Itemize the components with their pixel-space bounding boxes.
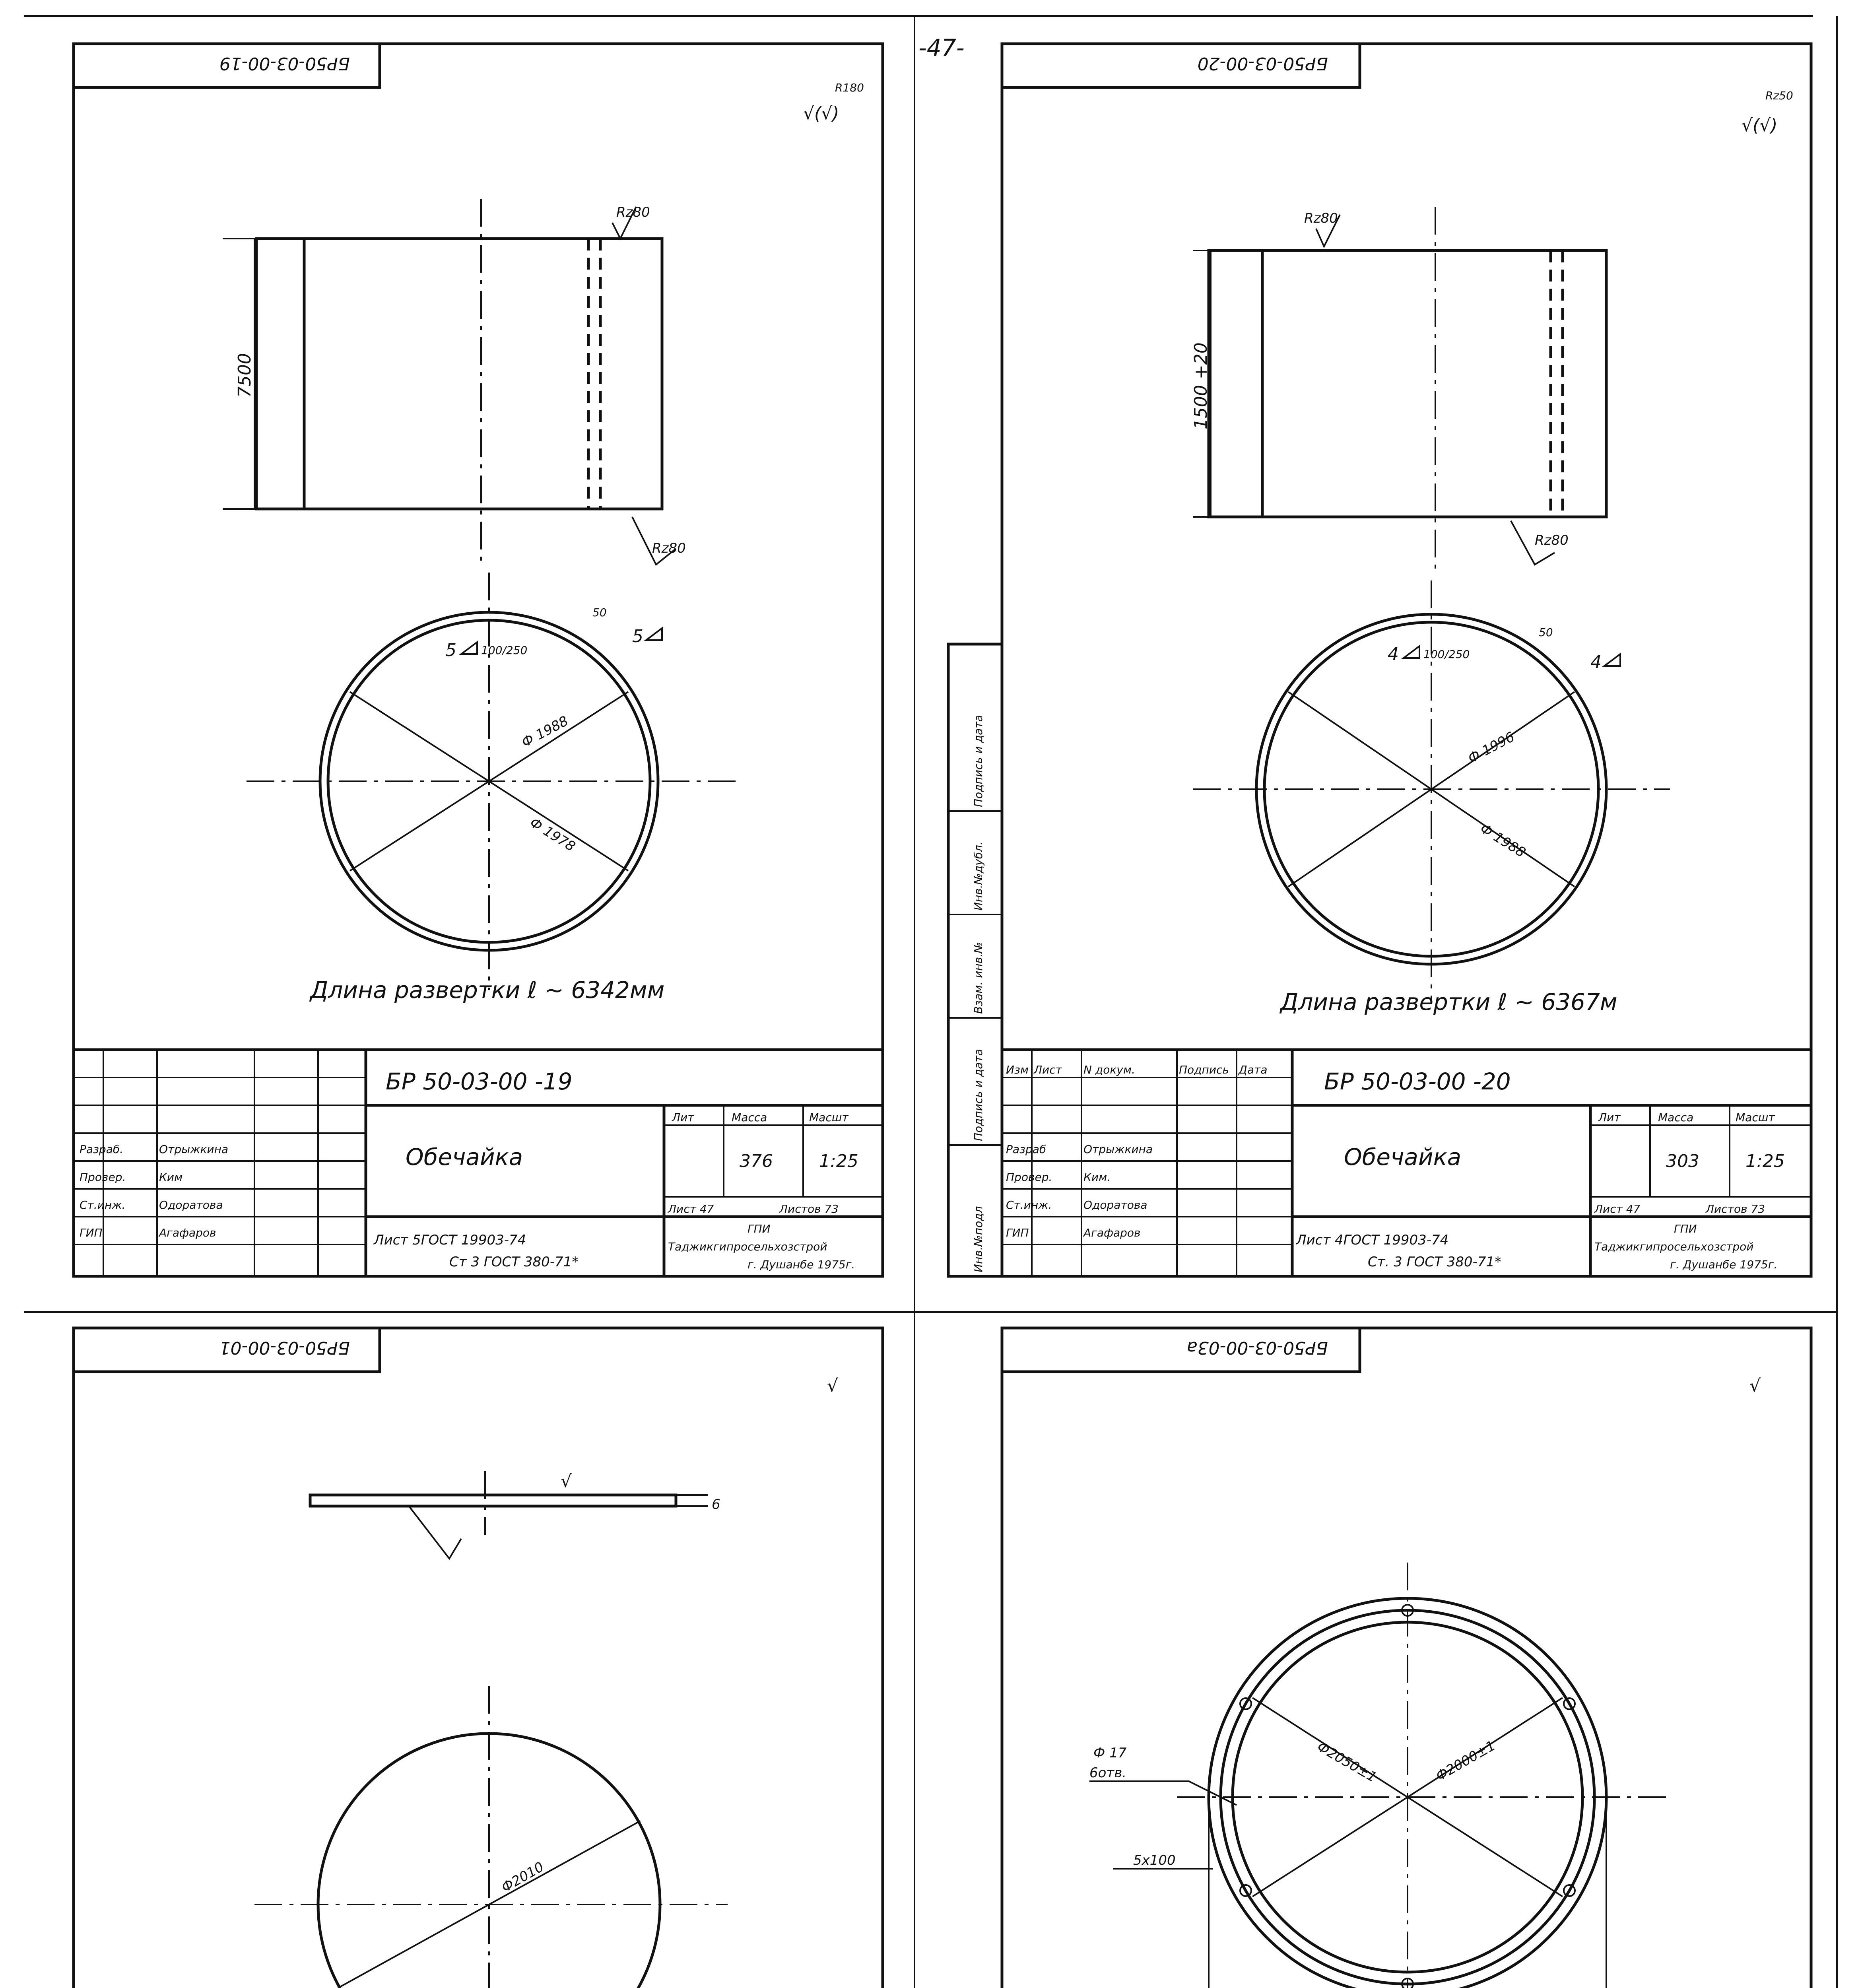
sheet-20-name-2: Ким. (1083, 1171, 1111, 1184)
sheet-19-rough-a: Rz80 (616, 204, 650, 220)
sheet-20-org-1: ГПИ (1674, 1222, 1697, 1235)
sheet-21-dim-diameter: Ф2010 (499, 1859, 547, 1896)
sheet-20-part-name: Обечайка (1344, 1143, 1462, 1171)
sheet-21-dim-thickness: 6 (712, 1497, 720, 1512)
sheet-20-caption: Длина развертки ℓ ~ 6367м (1280, 988, 1617, 1015)
sheet-20-weld-left-note: 100/250 (1423, 648, 1470, 661)
sheet-19-sheet-no: Лист 47 (668, 1202, 714, 1215)
sheet-20-shell-elevation (1209, 250, 1606, 517)
sheet-20-weld-left: 4 (1388, 644, 1399, 664)
sheet-19-caption: Длина развертки ℓ ~ 6342мм (310, 977, 665, 1004)
sheet-19-role-4: ГИП (80, 1226, 103, 1239)
sheet-03a-hole-leader (1089, 1781, 1237, 1805)
sheet-19-part-name: Обечайка (406, 1143, 523, 1171)
sheet-19-dim-gap: 50 (592, 606, 607, 619)
sheet-20-dim-gap: 50 (1539, 626, 1553, 639)
sheet-19-doc-code: БР 50-03-00 -19 (386, 1068, 573, 1095)
sheet-21-stamp-code: БР50-03-00-01 (219, 1338, 350, 1358)
sheet-20-name-4: Агафаров (1083, 1226, 1141, 1239)
sheet-20-scale-label: Масшт (1736, 1111, 1775, 1124)
sheet-20-name-1: Отрыжкина (1083, 1143, 1153, 1156)
side-stamp-2: Подпись и дата (972, 1049, 985, 1141)
sheet-21 (74, 1328, 883, 1988)
sheet-20-material-1: Лист 4ГОСТ 19903-74 (1296, 1232, 1449, 1248)
side-stamp-5: Подпись и дата (972, 715, 985, 807)
sheet-20-org-2: Таджикгипросельхозстрой (1594, 1240, 1754, 1253)
sheet-20-sheets-total: Листов 73 (1706, 1202, 1765, 1215)
page-number: -47- (918, 34, 965, 61)
sheet-19-org-1: ГПИ (747, 1222, 771, 1235)
sheet-21-surface-mark: √ (827, 1376, 839, 1396)
sheet-21-frame (74, 1328, 883, 1988)
sheet-19-weld-right: 5 (632, 626, 643, 646)
sheet-03a-dim-thickness: 5х100 (1133, 1852, 1176, 1868)
sheet-19-name-3: Одоратова (159, 1198, 223, 1211)
sheet-20-role-3: Ст.инж. (1006, 1198, 1052, 1211)
sheet-20-surface-mark: √(√) (1742, 115, 1778, 136)
sheet-03a-dim-inner: Ф2000±1 (1433, 1738, 1499, 1784)
sheet-20-hdr-data: Дата (1239, 1063, 1268, 1076)
sheet-19-mass-label: Масса (732, 1111, 767, 1124)
sheet-20-material-2: Ст. 3 ГОСТ 380-71* (1368, 1254, 1502, 1270)
sheet-21-weld-mark: √ (561, 1471, 572, 1491)
side-stamp-strip (948, 644, 1002, 1276)
sheet-20-role-2: Провер. (1006, 1171, 1052, 1184)
sheet-20-weld-right: 4 (1590, 652, 1602, 672)
sheet-19-dim-inner: Ф 1978 (527, 814, 578, 855)
sheet-20-doc-code: БР 50-03-00 -20 (1324, 1068, 1511, 1095)
sheet-20-surface-mark-value: Rz50 (1765, 89, 1793, 102)
sheet-21-plate-edge (310, 1495, 676, 1506)
sheet-19-org-3: г. Душанбе 1975г. (747, 1258, 855, 1271)
sheet-19-mass: 376 (740, 1151, 773, 1171)
sheet-19-material-1: Лист 5ГОСТ 19903-74 (374, 1232, 526, 1248)
sheet-20-dim-height: 1500 +20 (1191, 342, 1211, 429)
sheet-20-scale: 1:25 (1745, 1151, 1785, 1171)
sheet-19-weld-left-note: 100/250 (481, 644, 528, 657)
sheet-19-material-2: Ст 3 ГОСТ 380-71* (449, 1254, 579, 1270)
sheet-03a (1002, 1328, 1811, 1988)
sheet-20-dim-inner: Ф 1988 (1477, 820, 1528, 861)
sheet-19-lit-label: Лит (672, 1111, 694, 1124)
sheet-20-lit-label: Лит (1598, 1111, 1621, 1124)
side-stamp-4: Инв.№дубл. (972, 841, 985, 911)
sheet-19-weld-right-symbol (646, 628, 662, 640)
sheet-20-weld-right-symbol (1604, 654, 1620, 666)
sheet-20-dim-outer: Ф 1996 (1465, 729, 1518, 767)
sheet-20 (1002, 44, 1811, 1276)
sheet-19-org-2: Таджикгипросельхозстрой (668, 1240, 827, 1253)
sheet-19-weld-left: 5 (445, 640, 456, 660)
sheet-20-rough-b: Rz80 (1535, 532, 1569, 548)
sheet-19-role-2: Провер. (80, 1171, 126, 1184)
sheet-19-role-3: Ст.инж. (80, 1198, 126, 1211)
sheet-20-role-1: Разраб (1006, 1143, 1046, 1156)
sheet-19 (74, 44, 883, 1276)
side-stamp-1: Инв.№подл (972, 1206, 985, 1272)
sheet-19-weld-left-symbol (461, 642, 477, 654)
sheet-20-name-3: Одоратова (1083, 1198, 1147, 1211)
sheet-19-sheets-total: Листов 73 (779, 1202, 839, 1215)
side-stamp-3: Взам. инв.№ (972, 942, 985, 1014)
sheet-19-surface-mark-value: R180 (835, 81, 864, 94)
sheet-19-role-1: Разраб. (80, 1143, 124, 1156)
sheet-19-name-1: Отрыжкина (159, 1143, 229, 1156)
sheet-20-mass-label: Масса (1658, 1111, 1694, 1124)
sheet-19-name-2: Ким (159, 1171, 183, 1184)
sheet-20-weld-left-symbol (1404, 646, 1419, 658)
sheet-20-sheet-no: Лист 47 (1594, 1202, 1641, 1215)
sheet-20-hdr-izm: Изм (1006, 1063, 1029, 1076)
sheet-20-role-4: ГИП (1006, 1226, 1029, 1239)
sheet-19-name-4: Агафаров (159, 1226, 216, 1239)
sheet-03a-stamp-code: БР50-03-00-03а (1186, 1338, 1328, 1358)
sheet-03a-dim-bolt-circle: Ф2050±1 (1314, 1739, 1380, 1786)
sheet-20-stamp-code: БР50-03-00-20 (1197, 53, 1328, 74)
sheet-03a-dim-hole: Ф 17 (1093, 1745, 1127, 1761)
sheet-19-dim-outer: Ф 1988 (519, 713, 571, 751)
sheet-03a-dim-hole-count: 6отв. (1089, 1765, 1127, 1781)
sheet-19-scale-label: Масшт (809, 1111, 848, 1124)
sheet-03a-frame (1002, 1328, 1811, 1988)
sheet-19-stamp-code: БР50-03-00-19 (219, 53, 350, 74)
sheet-19-dim-height: 7500 (235, 353, 255, 398)
sheet-03a-surface-mark: √ (1749, 1376, 1761, 1396)
sheet-20-hdr-podpis: Подпись (1179, 1063, 1229, 1076)
sheet-20-hdr-ndokum: N докум. (1083, 1063, 1135, 1076)
sheet-19-surface-mark: √(√) (803, 103, 839, 124)
sheet-19-scale: 1:25 (819, 1151, 858, 1171)
sheet-20-hdr-list: Лист (1034, 1063, 1062, 1076)
sheet-19-rough-b: Rz80 (652, 540, 686, 556)
sheet-20-org-3: г. Душанбе 1975г. (1670, 1258, 1778, 1271)
sheet-20-mass: 303 (1666, 1151, 1699, 1171)
sheet-20-rough-a: Rz80 (1304, 210, 1338, 226)
sheet-21-weld-leader (410, 1507, 461, 1559)
